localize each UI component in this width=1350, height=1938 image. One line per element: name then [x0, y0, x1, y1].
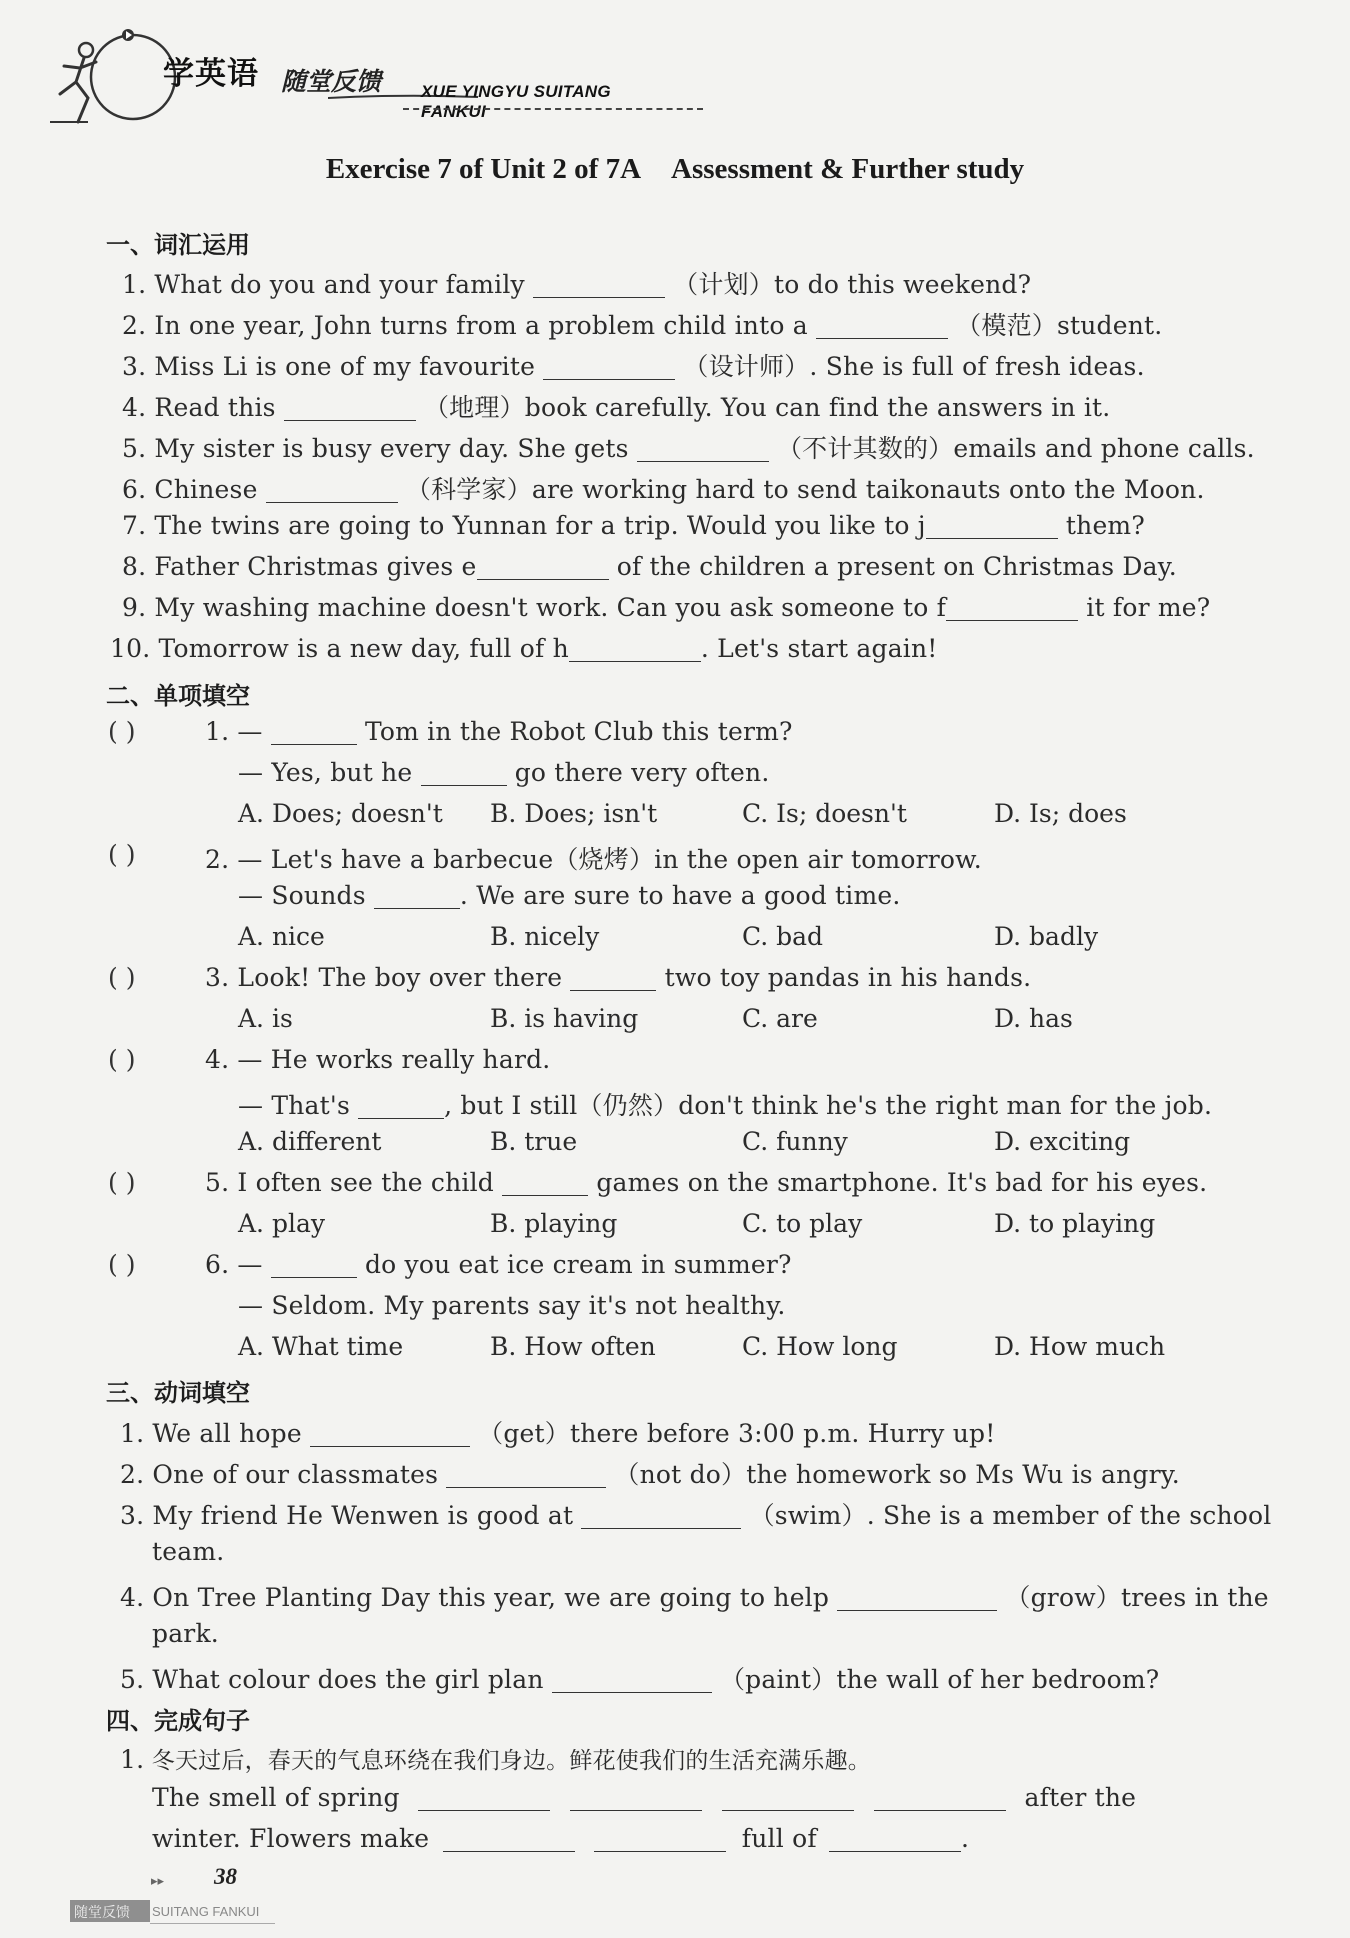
verb-item: 3. My friend He Wenwen is good at （swim）. She is a member of the school	[120, 1501, 1272, 1530]
section-vocabulary-heading: 一、词汇运用	[106, 231, 250, 259]
answer-blank	[570, 964, 656, 991]
verb-item: 4. On Tree Planting Day this year, we are going to help （grow）trees in the	[120, 1583, 1269, 1612]
mc-question-line: 5. I often see the child games on the smartphone. It's bad for his eyes.	[205, 1168, 1208, 1197]
answer-parentheses[interactable]: ( )	[108, 1168, 136, 1197]
answer-blank[interactable]	[284, 394, 416, 421]
mc-question-line: 6. — do you eat ice cream in summer?	[205, 1250, 792, 1279]
complete-line-1: The smell of spring after the	[152, 1783, 1137, 1812]
verb-item-continued: park.	[152, 1619, 219, 1648]
page-title	[0, 153, 1350, 186]
answer-blank[interactable]	[837, 1584, 997, 1611]
option-b[interactable]: B. How often	[490, 1332, 656, 1361]
section-complete-heading: 四、完成句子	[106, 1707, 250, 1735]
section-multiple-choice-heading: 二、单项填空	[106, 682, 250, 710]
footer-en-label: SUITANG FANKUI	[152, 1904, 260, 1919]
vocab-item: 5. My sister is busy every day. She gets （不计其数的）emails and phone calls.	[122, 434, 1255, 463]
answer-blank[interactable]	[446, 1461, 606, 1488]
answer-blank[interactable]	[926, 512, 1058, 539]
option-d[interactable]: D. to playing	[994, 1209, 1156, 1238]
answer-blank[interactable]	[443, 1825, 575, 1852]
footer-divider	[150, 1923, 275, 1924]
mc-question-line: 2. — Let's have a barbecue（烧烤）in the open air tomorrow.	[205, 845, 982, 874]
page-number: 38	[214, 1864, 237, 1889]
mc-question-line: — Sounds . We are sure to have a good time.	[238, 881, 901, 910]
chinese-sentence: 1. 冬天过后，春天的气息环绕在我们身边。鲜花使我们的生活充满乐趣。	[120, 1745, 871, 1774]
answer-parentheses[interactable]: ( )	[108, 1045, 136, 1074]
answer-blank[interactable]	[533, 271, 665, 298]
option-c[interactable]: C. to play	[742, 1209, 863, 1238]
answer-blank[interactable]	[637, 435, 769, 462]
option-a[interactable]: A. nice	[238, 922, 325, 951]
option-d[interactable]: D. Is; does	[994, 799, 1127, 828]
mc-question-line: — Yes, but he go there very often.	[238, 758, 770, 787]
title-exercise: Exercise 7 of Unit 2 of 7A	[325, 153, 642, 185]
answer-blank[interactable]	[310, 1420, 470, 1447]
header-cn-title: 学英语	[163, 56, 259, 92]
answer-blank[interactable]	[477, 553, 609, 580]
answer-parentheses[interactable]: ( )	[108, 840, 136, 869]
answer-blank	[421, 759, 507, 786]
option-d[interactable]: D. badly	[994, 922, 1099, 951]
answer-blank	[358, 1092, 444, 1119]
verb-item: 2. One of our classmates （not do）the homework so Ms Wu is angry.	[120, 1460, 1180, 1489]
runner-logo-icon	[48, 22, 178, 132]
answer-blank[interactable]	[418, 1784, 550, 1811]
vocab-item: 2. In one year, John turns from a problem child into a （模范）student.	[122, 311, 1163, 340]
header-dashed-line	[403, 108, 703, 110]
verb-item: 1. We all hope （get）there before 3:00 p.m. Hurry up!	[120, 1419, 996, 1448]
answer-parentheses[interactable]: ( )	[108, 963, 136, 992]
mc-question-line: 4. — He works really hard.	[205, 1045, 551, 1074]
answer-blank	[502, 1169, 588, 1196]
option-b[interactable]: B. true	[490, 1127, 578, 1156]
option-d[interactable]: D. exciting	[994, 1127, 1131, 1156]
option-c[interactable]: C. How long	[742, 1332, 898, 1361]
vocab-item: 10. Tomorrow is a new day, full of h . Let's start again!	[110, 634, 938, 663]
vocab-item: 1. What do you and your family （计划）to do this weekend?	[122, 270, 1032, 299]
answer-blank[interactable]	[816, 312, 948, 339]
vocab-item: 6. Chinese （科学家）are working hard to send taikonauts onto the Moon.	[122, 475, 1205, 504]
answer-parentheses[interactable]: ( )	[108, 1250, 136, 1279]
answer-blank[interactable]	[581, 1502, 741, 1529]
option-d[interactable]: D. has	[994, 1004, 1073, 1033]
answer-blank[interactable]	[569, 635, 701, 662]
vocab-item: 3. Miss Li is one of my favourite （设计师）. She is full of fresh ideas.	[122, 352, 1145, 381]
answer-blank[interactable]	[946, 594, 1078, 621]
header-en-title: XUE YINGYU SUITANG FANKUI	[421, 82, 611, 121]
header-cn-subtitle: 随堂反馈	[281, 67, 382, 96]
mc-question-line: 3. Look! The boy over there two toy pandas in his hands.	[205, 963, 1032, 992]
option-c[interactable]: C. funny	[742, 1127, 848, 1156]
option-c[interactable]: C. Is; doesn't	[742, 799, 907, 828]
answer-blank	[271, 718, 357, 745]
answer-blank[interactable]	[594, 1825, 726, 1852]
answer-blank[interactable]	[552, 1666, 712, 1693]
option-a[interactable]: A. What time	[238, 1332, 404, 1361]
answer-blank[interactable]	[829, 1825, 961, 1852]
answer-blank[interactable]	[570, 1784, 702, 1811]
option-a[interactable]: A. different	[238, 1127, 382, 1156]
answer-blank	[271, 1251, 357, 1278]
option-b[interactable]: B. Does; isn't	[490, 799, 658, 828]
page-header	[48, 22, 668, 132]
answer-blank[interactable]	[722, 1784, 854, 1811]
option-c[interactable]: C. are	[742, 1004, 818, 1033]
option-c[interactable]: C. bad	[742, 922, 824, 951]
footer-cn-label: 随堂反馈	[74, 1905, 130, 1921]
option-a[interactable]: A. Does; doesn't	[238, 799, 443, 828]
vocab-item: 7. The twins are going to Yunnan for a trip. Would you like to j them?	[122, 511, 1145, 540]
answer-blank[interactable]	[874, 1784, 1006, 1811]
answer-parentheses[interactable]: ( )	[108, 717, 136, 746]
vocab-item: 9. My washing machine doesn't work. Can you ask someone to f it for me?	[122, 593, 1211, 622]
vocab-item: 4. Read this （地理）book carefully. You can find the answers in it.	[122, 393, 1111, 422]
mc-question-line: — That's , but I still（仍然）don't think he's the right man for the job.	[238, 1091, 1213, 1120]
mc-question-line: — Seldom. My parents say it's not healthy.	[238, 1291, 786, 1320]
option-b[interactable]: B. playing	[490, 1209, 618, 1238]
verb-item-continued: team.	[152, 1537, 225, 1566]
option-b[interactable]: B. is having	[490, 1004, 639, 1033]
option-a[interactable]: A. is	[238, 1004, 293, 1033]
answer-blank[interactable]	[266, 476, 398, 503]
option-d[interactable]: D. How much	[994, 1332, 1166, 1361]
option-a[interactable]: A. play	[238, 1209, 325, 1238]
mc-question-line: 1. — Tom in the Robot Club this term?	[205, 717, 793, 746]
title-assessment: Assessment & Further study	[671, 153, 1025, 185]
verb-item: 5. What colour does the girl plan （paint）the wall of her bedroom?	[120, 1665, 1160, 1694]
answer-blank[interactable]	[543, 353, 675, 380]
vocab-item: 8. Father Christmas gives e of the children a present on Christmas Day.	[122, 552, 1177, 581]
complete-line-2: winter. Flowers make full of .	[152, 1824, 970, 1853]
answer-blank	[374, 882, 460, 909]
section-verb-heading: 三、动词填空	[106, 1379, 250, 1407]
option-b[interactable]: B. nicely	[490, 922, 600, 951]
double-arrow-icon: ▸▸	[151, 1874, 165, 1889]
